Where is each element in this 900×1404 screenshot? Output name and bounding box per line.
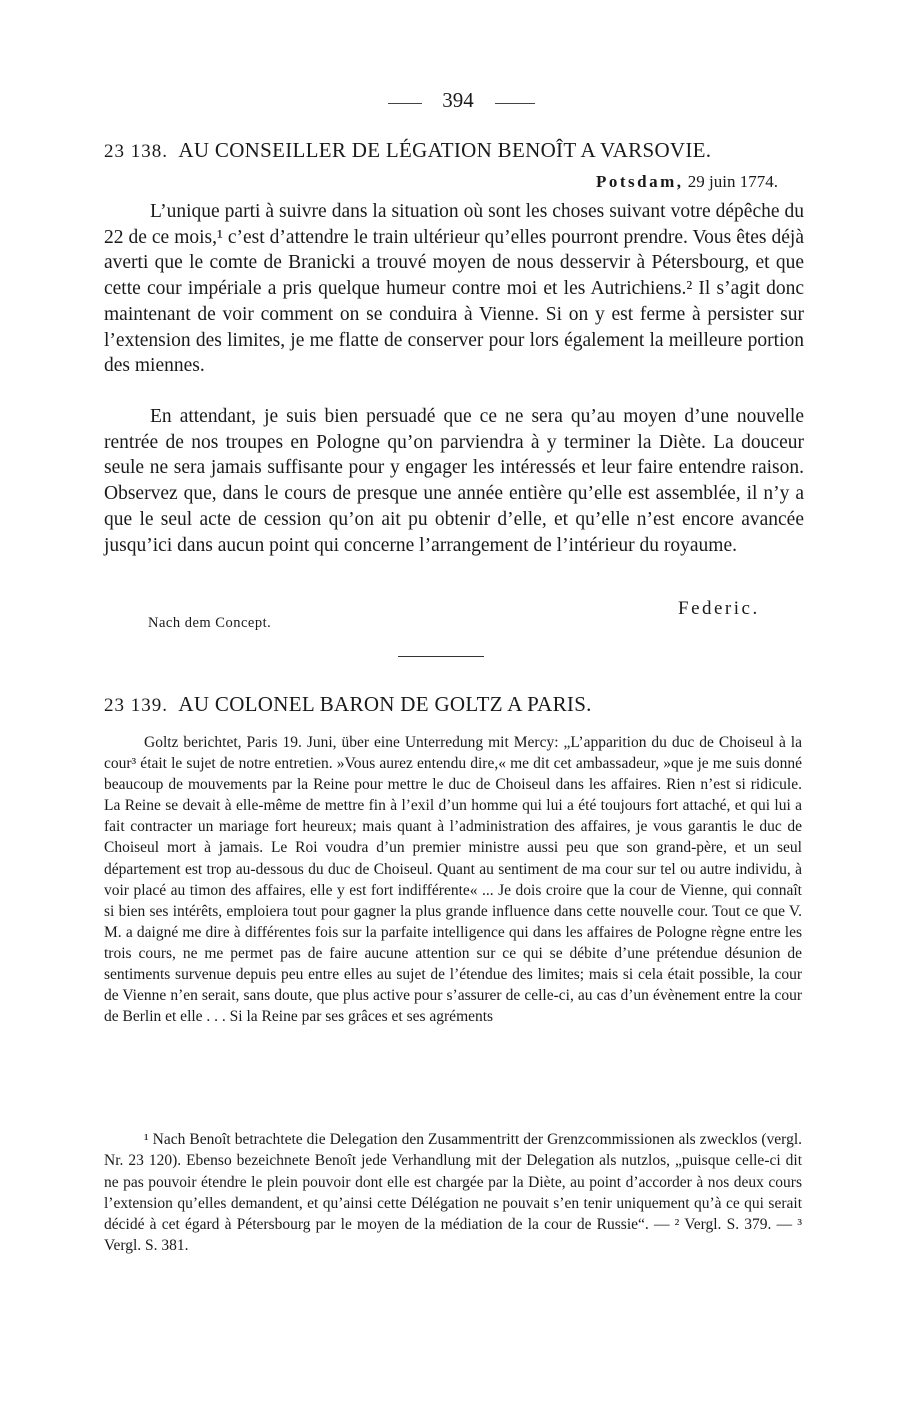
doc-1-dateline xyxy=(596,172,778,192)
doc-1-place: Potsdam, xyxy=(596,172,684,191)
page-header xyxy=(0,88,900,118)
doc-1-date: 29 juin 1774. xyxy=(687,172,778,191)
doc-1-source-note: Nach dem Concept. xyxy=(148,615,272,631)
doc-1-heading xyxy=(104,138,804,163)
doc-1-paragraph-1: L’unique parti à suivre dans la situation où sont les choses suivant votre dépêche du 22 de ce mois,¹ c’est d’attendre le train ultérieur qu’elles pourront prendre. Vous êtes déjà averti que le comte de Branicki a trouvé moyen de nous desservir à Pétersbourg, et que cette cour impériale a pris quelque humeur contre moi et les Autrichiens.² Il s’agit donc maintenant de voir comment on se conduira à Vienne. Si on y est ferme à persister sur l’extension des limites, je me flatte de conserver pour lors également la meilleure portion des miennes. xyxy=(104,201,804,377)
doc-1-paragraph-2: En attendant, je suis bien persuadé que ce ne sera qu’au moyen d’une nouvelle rentrée de nos troupes en Pologne qu’on parviendra à y terminer la Diète. La douceur seule ne sera jamais suffisante pour y engager les intéressés et leur faire entendre raison. Observez que, dans le cours de presque une année entière qu’elle est assemblée, il n’y a que le seul acte de cession qu’on ait pu obtenir d’elle, et qu’elle n’est encore avancée jusqu’ici dans aucun point qui concerne l’arrangement de l’intérieur du royaume. xyxy=(104,406,804,556)
doc-1-signature: Federic. xyxy=(678,598,760,619)
page-number: 394 xyxy=(442,88,474,112)
doc-2-report: Goltz berichtet, Paris 19. Juni, über eine Unterredung mit Mercy: „L’apparition du duc de Choiseul à la cour³ était le sujet de notre entretien. »Vous aurez entendu dire,« me dit cet ambassadeur, »que je me suis donné beaucoup de mouvements par la Reine pour mettre le duc de Choiseul dans les affaires. Rien n’est si ridicule. La Reine se devait à elle-même de mettre fin à l’exil d’un homme qui lui a été toujours fort attaché, et qui lui a fait contracter un mariage fort heureux; mais quant à l’administration des affaires, je vous garantis le duc de Choiseul mort à jamais. Le Roi voudra d’un premier ministre aussi peu que son grand-père, et un seul département est trop au-dessous du duc de Choiseul. Quant au sentiment de ma cour sur tel ou autre individu, à voir placé au timon des affaires, elle y est fort indifférente« ... Je dois croire que la cour de Vienne, qui connaît si bien ses intérêts, emploiera tout pour gagner la plus grande influence dans cette nouvelle cour. Tout ce que V. M. a daigné me dire à différentes fois sur la parfaite intelligence qui dans les affaires de Pologne règne entre les trois cours, ne me permet pas de faire aucune attention sur ce qui se débite d’une prétendue désunion de sentiments survenue depuis peu entre elles au sujet de l’étendue des limites; mais si cela était possible, la cour de Vienne n’en serait, sans doute, que plus active pour s’assurer de celle-ci, au cas d’un évènement entre la cour de Berlin et elle . . . Si la Reine par ses grâces et ses agréments xyxy=(104,734,802,1026)
doc-2-heading xyxy=(104,692,804,717)
doc-2-number: 23 139. xyxy=(104,695,168,716)
header-rule-right xyxy=(495,103,535,104)
doc-1-title: AU CONSEILLER DE LÉGATION BENOÎT A VARSOVIE. xyxy=(178,138,712,162)
doc-2-title: AU COLONEL BARON DE GOLTZ A PARIS. xyxy=(178,692,592,716)
doc-1-number: 23 138. xyxy=(104,141,168,162)
footnotes: ¹ Nach Benoît betrachtete die Delegation den Zusammentritt der Grenzcommissionen als zwecklos (vergl. Nr. 23 120). Ebenso bezeichnete Benoît jede Verhandlung mit der Delegation als nutzlos, „puisque celle-ci dit ne pas pouvoir étendre le plein pouvoir dont elle est chargée par la Diète, au point d’accorder à nos deux cours l’extension qu’elles demandent, et qu’ainsi cette Délégation ne pouvait s’en tenir uniquement qu’à ce qui serait décidé à cet égard à Pétersbourg par le moyen de la médiation de la cour de Russie“. — ² Vergl. S. 379. — ³ Vergl. S. 381. xyxy=(104,1131,802,1255)
section-divider xyxy=(398,656,484,657)
header-rule-left xyxy=(388,103,422,104)
